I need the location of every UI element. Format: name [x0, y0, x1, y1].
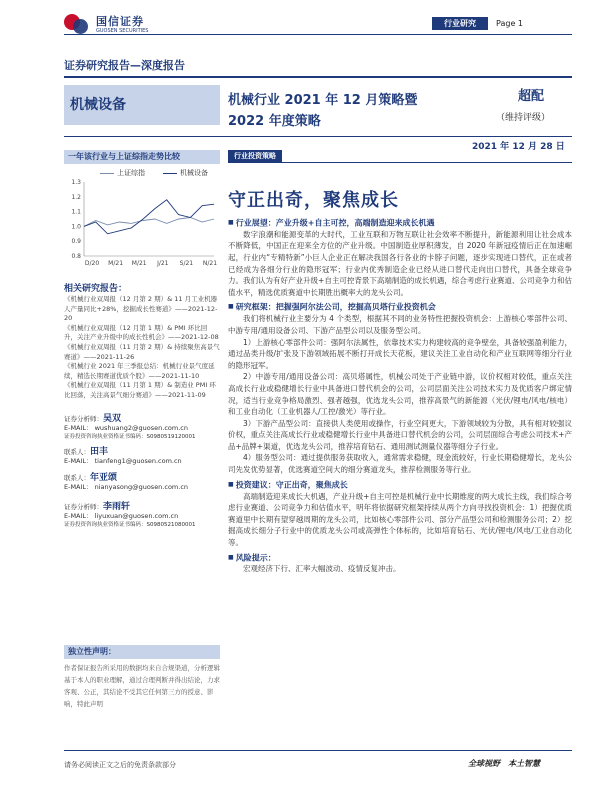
related-item[interactable]: 《机械行业双周报（11 月第 2 期）& 持续聚焦高景气赛道》——2021-11-26 [64, 342, 220, 361]
contact-block [64, 474, 220, 492]
trend-chart [64, 176, 220, 274]
logo-cn: 国信证券 [96, 15, 144, 28]
related-item[interactable]: 《机械行业双周报（12 月第 2 期）& 11 月工业机器人产量同比+28%，挖掘成长性赛道》——2021-12-20 [64, 295, 218, 323]
sector-name: 机械设备 [70, 97, 126, 113]
legend-item-machinery: 机械设备 [163, 168, 208, 178]
contact-role: 联系人： [64, 474, 90, 482]
analyst-name: 李雨轩 [103, 502, 131, 512]
x-tick-label: M/21 [131, 260, 147, 267]
report-title-line2: 2022 年度策略 [228, 114, 321, 129]
x-tick-label: N/21 [202, 260, 218, 267]
section-paragraph: 3）下游产品型公司：直接供人类使用或操作，行业空间更大，下游领域较为分散，具有相对较强议价权，重点关注高成长行业或稳健增长行业中具备进口替代机会的公司，公司层面综合考虑公司技术+产品+品牌+渠道，优选龙头公司，推荐培育钻石、通用测试测量仪器等细分子行业。 [228, 418, 572, 451]
date-rule [64, 136, 572, 137]
company-logo [64, 14, 148, 36]
related-item[interactable]: 《机械行业双周报（11 月第 1 期）& 制造业 PMI 环比回落，关注高景气细分赛道》——2021-11-09 [64, 381, 216, 399]
analyst-email[interactable]: E-MAIL： wushuang2@guosen.com.cn [64, 424, 188, 432]
rating-sub: （维持评级） [496, 113, 551, 123]
section-heading: ■ 行业展望：产业升级+自主可控，高端制造迎来成长机遇 [228, 217, 572, 229]
x-tick-label: S/21 [179, 260, 194, 267]
y-tick-label: 1.3 [71, 179, 81, 186]
page-number: Page 1 [496, 19, 523, 28]
series-line [84, 200, 214, 234]
section-paragraph: 1）上游核心零部件公司：强阿尔法属性，依靠技术实力构建较高的竞争壁垒，具备较强盈利能力，通过品类升级/扩张及下游领域拓展不断打开成长天花板，建议关注工业自动化和产业互联网等细分行业的隐形冠军。 [228, 337, 572, 370]
y-tick-label: 1.2 [71, 193, 81, 201]
contact-name: 田丰 [90, 447, 109, 457]
strategy-tag: 行业投资策略 [228, 150, 282, 162]
y-tick-label: 0.8 [71, 253, 81, 260]
x-tick-label: J/21 [157, 260, 169, 267]
headline: 守正出奇，聚焦成长 [228, 190, 399, 211]
series-line [84, 218, 214, 227]
section-paragraph: 我们将机械行业主要分为 4 个类型，根据其不同的业务特性把握投资机会：上游核心零部件公司、中游专用/通用设备公司、下游产品型公司以及服务型公司。 [228, 314, 572, 335]
analyst-role: 证券分析师： [64, 503, 103, 511]
contact-email[interactable]: E-MAIL： tianfeng1@guosen.com.cn [64, 457, 182, 465]
header-tag: 行业研究 [432, 17, 488, 30]
header-rule [64, 34, 572, 35]
related-title: 相关研究报告： [64, 284, 128, 294]
analyst-cert: 证券投资咨询执业资格证书编码：S0980521080001 [64, 522, 196, 528]
chart-title: 一年该行业与上证综指走势比较 [64, 150, 220, 164]
legend-item-index: 上证综指 [100, 168, 145, 178]
independence-title: 独立性声明： [64, 645, 220, 659]
footer-disclaimer[interactable]: 请务必阅读正文之后的免责条款部分 [64, 761, 176, 769]
logo-en: GUOSEN SECURITIES [96, 28, 149, 34]
section-heading: ■ 投资建议：守正出奇，聚焦成长 [228, 479, 572, 491]
y-tick-label: 1.1 [71, 208, 81, 216]
analyst-block [64, 415, 220, 442]
analyst-block [64, 503, 220, 530]
section-paragraph: 4）服务型公司：通过提供服务获取收入，通常需求稳健，现金流较好，行业长期稳健增长，龙头公司先发优势显著，优选赛道空间大的细分赛道龙头，推荐检测服务等行业。 [228, 453, 572, 475]
section-heading: ■ 研究框架：把握强阿尔法公司，挖掘高贝塔行业投资机会 [228, 301, 572, 313]
y-tick-label: 1.0 [71, 223, 81, 231]
report-title-line1: 机械行业 2021 年 12 月策略暨 [228, 93, 418, 108]
section-paragraph: 2）中游专用/通用设备公司：高贝塔属性，机械公司处于产业链中游，议价权相对较低，重点关注高成长行业或稳健增长行业中具备进口替代机会的公司，公司层面关注公司技术实力及优质客户绑定情况，适当行业竞争格局激烈、强者越强，优选龙头公司，推荐高景气的新能源（光伏/锂电/风电/核电）和工业自动化（工业机器人/工控/激光）等行业。 [228, 372, 572, 417]
report-type: 证券研究报告—深度报告 [64, 59, 185, 72]
contact-email[interactable]: E-MAIL： nianyasong@guosen.com.cn [64, 483, 189, 491]
section-heading: ■ 风险提示： [228, 552, 572, 564]
rating: 超配 [518, 89, 545, 104]
related-item[interactable]: 《机械行业 2021 年三季报总结：机械行业景气度延续，精选长期赛道优质个股》——2021-11-10 [64, 362, 215, 380]
strategy-rule [228, 162, 572, 163]
analyst-role: 证券分析师： [64, 415, 103, 423]
related-item[interactable]: 《机械行业双周报（12 月第 1 期）& PMI 环比回升，关注产业升级中的成长性机会》——2021-12-08 [64, 323, 219, 342]
footer-rule [64, 750, 572, 751]
contact-block [64, 448, 220, 466]
contact-name: 年亚颂 [90, 473, 118, 483]
section-paragraph: 数字浪潮和能源变革的大时代，工业互联和万物互联让社会效率不断提升，新能源利用让社会成本不断降低，中国正在迎来全方位的产业升级。中国制造业厚积薄发，自 2020 年新冠疫情后正在加速崛起，行业内“专精特新”小巨人企业正在解决我国各行各业的卡脖子问题，逐步实现进口替代，正在或者已经成为各细分行业的隐形冠军；行业内优秀制造企业已经从进口替代走向出口替代，具备全球竞争力。我们认为有好产业升级+自主可控背景下高端制造的成长机遇，综合考虑行业赛道、公司竞争力和估值水平，精选优质赛道中长期胜出概率大的龙头公司。 [228, 229, 572, 297]
footer-slogan: 全球视野 本土智慧 [468, 759, 540, 768]
report-body [228, 214, 572, 575]
section-paragraph: 宏观经济下行、汇率大幅波动、疫情反复冲击。 [243, 564, 401, 574]
analyst-email[interactable]: E-MAIL： liyuxuan@guosen.com.cn [64, 512, 179, 520]
section-paragraph: 高端制造迎来成长大机遇，产业升级+自主可控是机械行业中长期维度的两大成长主线，我们综合考虑行业赛道、公司竞争力和估值水平，明年将依据研究框架持续从两个方向寻找投资机会：1）把握优质赛道里中长期有望穿越周期的龙头公司，比如核心零部件公司、部分产品型公司和检测服务公司；2）挖掘高成长细分子行业中的优质龙头公司或高弹性个体标的，比如培育钻石、光伏/锂电/风电/工业自动化等。 [228, 491, 572, 547]
analyst-name: 吴双 [103, 414, 122, 424]
analyst-cert: 证券投资咨询执业资格证书编码：S0980519120001 [64, 434, 196, 440]
x-tick-label: M/21 [108, 260, 124, 267]
contact-role: 联系人： [64, 448, 90, 456]
y-tick-label: 0.9 [71, 238, 81, 246]
report-date: 2021 年 12 月 28 日 [472, 142, 565, 152]
independence-text: 作者保证报告所采用的数据均来自合规渠道，分析逻辑基于本人的职业理解，通过合理判断并得出结论，力求客观、公正，其结论不受其它任何第三方的授意、影响，特此声明 [64, 664, 220, 708]
title-rule [64, 76, 572, 78]
x-tick-label: D/20 [84, 260, 100, 267]
logo-icon [64, 14, 90, 36]
related-list [64, 295, 220, 401]
